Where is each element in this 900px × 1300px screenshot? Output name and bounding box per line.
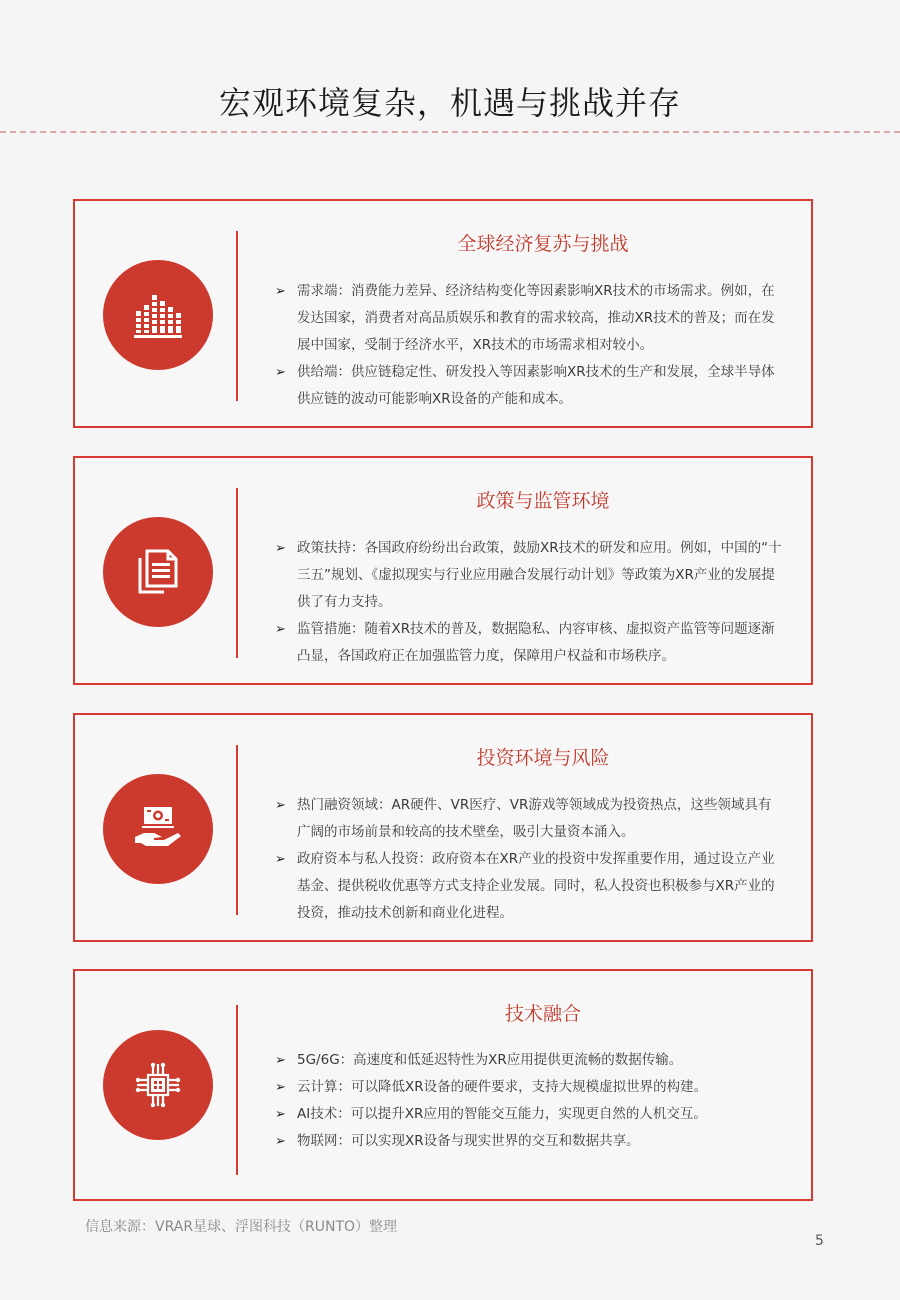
icon-circle (103, 517, 213, 627)
list-item: ➢ 热门融资领域：AR硬件、VR医疗、VR游戏等领域成为投资热点，这些领域具有广阔的市场前景和较高的技术壁垒，吸引大量资本涌入。 (275, 792, 783, 846)
vertical-divider (236, 231, 238, 401)
vertical-divider (236, 745, 238, 915)
icon-circle (103, 1030, 213, 1140)
bullet-list (275, 1047, 783, 1155)
list-item: ➢ 监管措施：随着XR技术的普及，数据隐私、内容审核、虚拟资产监管等问题逐渐凸显，各国政府正在加强监管力度，保障用户权益和市场秩序。 (275, 616, 783, 670)
card-title: 全球经济复苏与挑战 (457, 233, 629, 255)
card-title: 政策与监管环境 (476, 490, 610, 512)
money-hand-icon (132, 803, 184, 855)
list-item: ➢ 需求端：消费能力差异、经济结构变化等因素影响XR技术的市场需求。例如，在发达国家，消费者对高品质娱乐和教育的需求较高，推动XR技术的普及；而在发展中国家，受制于经济水平，XR技术的市场需求相对较小。 (275, 278, 783, 359)
icon-circle (103, 260, 213, 370)
list-item: ➢ 5G/6G：高速度和低延迟特性为XR应用提供更流畅的数据传输。 (275, 1047, 783, 1074)
card-title: 投资环境与风险 (476, 747, 610, 769)
card-title: 技术融合 (504, 1003, 581, 1025)
card-tech-integration (73, 969, 813, 1201)
card-policy-regulation (73, 456, 813, 685)
icon-circle (103, 774, 213, 884)
list-item: ➢ 物联网：可以实现XR设备与现实世界的交互和数据共享。 (275, 1128, 783, 1155)
list-item: ➢ 云计算：可以降低XR设备的硬件要求，支持大规模虚拟世界的构建。 (275, 1074, 783, 1101)
list-item: ➢ AI技术：可以提升XR应用的智能交互能力，实现更自然的人机交互。 (275, 1101, 783, 1128)
page-number: 5 (815, 1233, 824, 1249)
page-title: 宏观环境复杂，机遇与挑战并存 (218, 84, 681, 122)
list-item: ➢ 政府资本与私人投资：政府资本在XR产业的投资中发挥重要作用，通过设立产业基金、提供税收优惠等方式支持企业发展。同时，私人投资也积极参与XR产业的投资，推动技术创新和商业化进程。 (275, 846, 783, 927)
list-item: ➢ 供给端：供应链稳定性、研发投入等因素影响XR技术的生产和发展，全球半导体供应链的波动可能影响XR设备的产能和成本。 (275, 359, 783, 413)
title-divider (0, 131, 900, 133)
bullet-list (275, 535, 783, 670)
documents-icon (132, 546, 184, 598)
list-item: ➢ 政策扶持：各国政府纷纷出台政策，鼓励XR技术的研发和应用。例如，中国的“十三五”规划、《虚拟现实与行业应用融合发展行动计划》等政策为XR产业的发展提供了有力支持。 (275, 535, 783, 616)
bullet-list (275, 792, 783, 927)
vertical-divider (236, 1005, 238, 1175)
bullet-list (275, 278, 783, 413)
bar-chart-icon (132, 289, 184, 341)
card-investment-risk (73, 713, 813, 942)
card-global-economy (73, 199, 813, 428)
vertical-divider (236, 488, 238, 658)
chip-icon (132, 1059, 184, 1111)
source-note: 信息来源：VRAR星球、浮图科技（RUNTO）整理 (85, 1219, 398, 1235)
